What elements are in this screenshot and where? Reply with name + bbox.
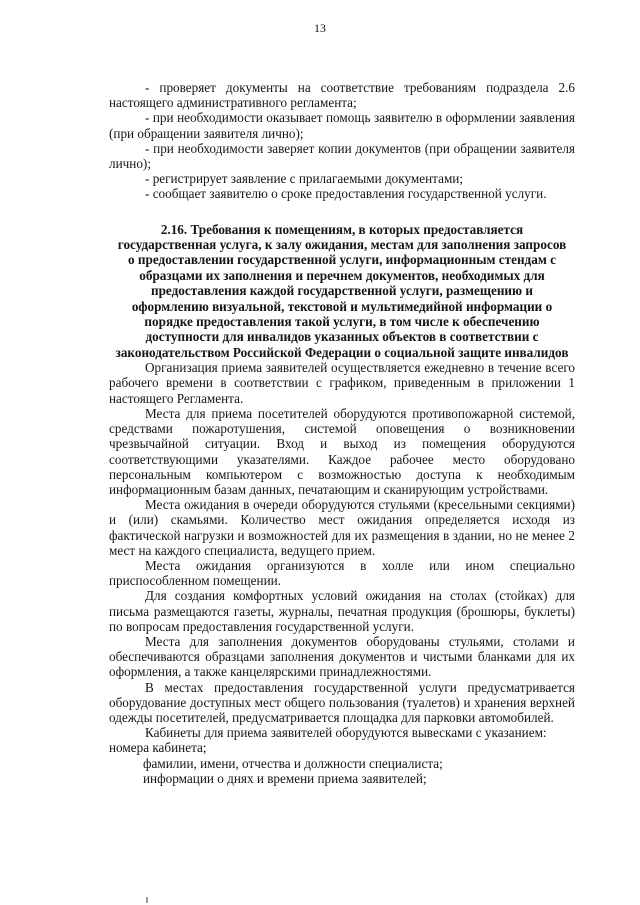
heading-line: о предоставлении государственной услуги, информационным стендам с xyxy=(128,252,556,268)
duty-item: - при необходимости заверяет копии документов (при обращении заявителя лично); xyxy=(109,140,575,172)
paragraph-waiting-location: Места ожидания организуются в холле или ином специально приспособленном помещении. xyxy=(109,557,575,589)
duty-item: - при необходимости оказывает помощь заявителю в оформлении заявления (при обращении заявителя лично); xyxy=(109,110,575,141)
duty-item: - сообщает заявителю о сроке предоставления государственной услуги. xyxy=(145,186,547,202)
signage-intro: Кабинеты для приема заявителей оборудуются вывесками с указанием: xyxy=(145,725,547,741)
heading-line: 2.16. Требования к помещениям, в которых предоставляется xyxy=(160,221,524,237)
heading-line: порядке предоставления такой услуги, в том числе к обеспечению xyxy=(144,314,540,330)
heading-line: оформлению визуальной, текстовой и мультимедийной информации о xyxy=(131,298,553,314)
heading-line: государственная услуга, к залу ожидания, местам для заполнения запросов xyxy=(117,237,567,253)
heading-line: законодательством Российской Федерации о социальной защите инвалидов xyxy=(115,344,569,360)
signage-item: номера кабинета; xyxy=(109,740,207,756)
page-number: 13 xyxy=(314,21,326,35)
paragraph-form-filling-places: Места для заполнения документов оборудованы стульями, столами и обеспечиваются образцами заполнения документов и чистыми бланками для их оформления, а также канцелярскими принадлежностями. xyxy=(109,633,575,680)
paragraph-reception-schedule: Организация приема заявителей осуществляется ежедневно в течение всего рабочего времени в соответствии с графиком, приведенным в приложении 1 настоящего Регламента. xyxy=(109,360,575,406)
signage-item: информации о днях и времени приема заявителей; xyxy=(143,770,427,786)
heading-line: образцами их заполнения и перечнем документов, необходимых для xyxy=(139,267,545,283)
scan-artifact-mark xyxy=(146,897,148,903)
paragraph-reception-places: Места для приема посетителей оборудуются противопожарной системой, средствами пожаротушения, системой оповещения о возникновении чрезвычайной ситуации. Вход и выход из помещения оборудуются соответствующими указателями. Каждое рабочее место оборудовано персональным компьютером с возможностью доступа к необходимым информационным базам данных, печатающим и сканирующим устройствами. xyxy=(109,405,575,497)
heading-line: предоставления каждой государственной услуги, размещению и xyxy=(150,283,534,299)
signage-item: фамилии, имени, отчества и должности специалиста; xyxy=(143,755,443,771)
duties-list xyxy=(109,80,575,202)
paragraph-facilities: В местах предоставления государственной услуги предусматривается оборудование доступных мест общего пользования (туалетов) и хранения верхней одежды посетителей, предусматривается площадка для парковки автомобилей. xyxy=(109,679,575,725)
heading-line: доступности для инвалидов указанных объектов в соответствии с xyxy=(145,329,539,345)
section-heading-2-16 xyxy=(109,222,575,361)
paragraph-waiting-comfort: Для создания комфортных условий ожидания на столах (стойках) для письма размещаются газеты, журналы, печатная продукция (брошюры, буклеты) по вопросам предоставления государственной услуги. xyxy=(109,588,575,634)
paragraph-waiting-seats: Места ожидания в очереди оборудуются стульями (кресельными секциями) и (или) скамьями. Количество мест ожидания определяется исходя из фактической нагрузки и возможностей для их размещения в здании, но не менее 2 мест на каждого специалиста, ведущего прием. xyxy=(109,497,575,558)
duty-item: - регистрирует заявление с прилагаемыми документами; xyxy=(145,171,464,187)
duty-item: - проверяет документы на соответствие требованиям подраздела 2.6 настоящего административного регламента; xyxy=(109,80,575,111)
document-body xyxy=(109,80,575,786)
